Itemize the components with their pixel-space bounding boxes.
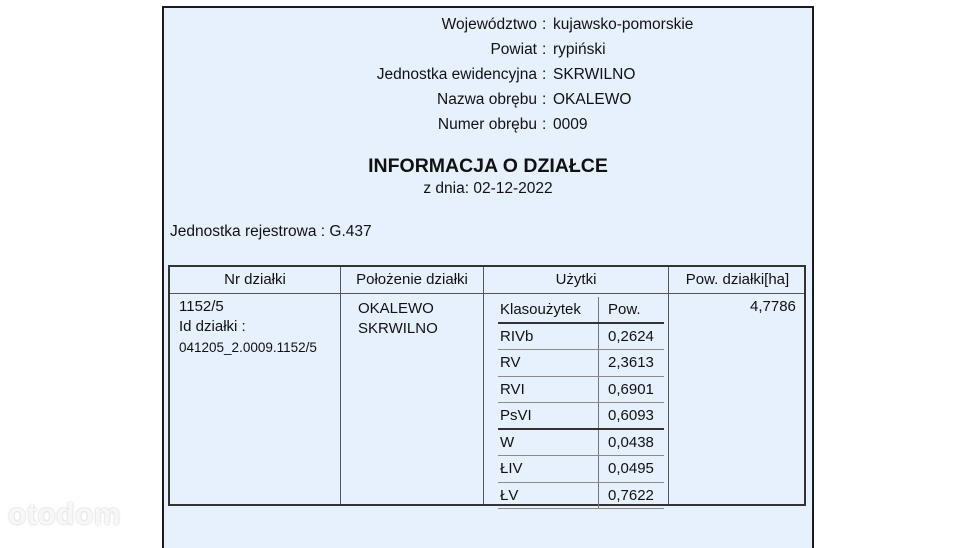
meta-row-nazwa-obrebu bbox=[164, 90, 812, 115]
header-uzytki: Użytki bbox=[555, 271, 597, 288]
meta-separator: : bbox=[542, 41, 547, 58]
meta-row-powiat bbox=[164, 40, 812, 65]
meta-separator: : bbox=[542, 116, 547, 133]
header-nr-dzialki: Nr działki bbox=[224, 271, 286, 288]
header-divider bbox=[170, 293, 804, 294]
meta-label: Jednostka ewidencyjna bbox=[376, 66, 537, 83]
meta-label: Numer obrębu bbox=[437, 116, 537, 133]
parcel-information-document bbox=[162, 6, 814, 548]
land-use-row bbox=[490, 456, 664, 483]
column-divider bbox=[668, 267, 669, 504]
land-class: RV bbox=[500, 354, 521, 371]
meta-label: Nazwa obrębu bbox=[437, 91, 537, 108]
land-use-row bbox=[490, 377, 664, 404]
land-class: PsVI bbox=[500, 407, 532, 424]
meta-separator: : bbox=[542, 66, 547, 83]
registration-unit: Jednostka rejestrowa : G.437 bbox=[170, 223, 372, 240]
land-area: 0,0438 bbox=[608, 433, 654, 451]
land-class: RVI bbox=[500, 380, 525, 398]
meta-value: rypiński bbox=[553, 41, 606, 58]
land-area: 2,3613 bbox=[608, 354, 654, 371]
parcel-number: 1152/5 bbox=[179, 298, 224, 315]
land-use-table bbox=[490, 297, 664, 509]
location-gmina: SKRWILNO bbox=[358, 320, 438, 337]
meta-value: OKALEWO bbox=[553, 91, 632, 108]
land-class: RIVb bbox=[500, 327, 534, 345]
meta-separator: : bbox=[542, 16, 547, 33]
parcel-table bbox=[168, 265, 806, 506]
land-class: ŁIV bbox=[500, 460, 523, 477]
meta-row-jednostka-ewidencyjna bbox=[164, 65, 812, 90]
document-title: INFORMACJA O DZIAŁCE bbox=[368, 155, 608, 177]
location-obreb: OKALEWO bbox=[358, 300, 434, 317]
land-use-row bbox=[490, 350, 664, 377]
document-date: z dnia: 02-12-2022 bbox=[423, 180, 553, 197]
land-use-row bbox=[490, 483, 664, 510]
land-use-header bbox=[490, 297, 664, 324]
column-divider bbox=[340, 267, 341, 504]
parcel-id-value: 041205_2.0009.1152/5 bbox=[179, 340, 317, 355]
land-area: 0,7622 bbox=[608, 486, 654, 504]
land-area: 0,6093 bbox=[608, 407, 654, 424]
land-area: 0,6901 bbox=[608, 380, 654, 398]
meta-value: kujawsko-pomorskie bbox=[553, 16, 694, 33]
location-metadata bbox=[164, 15, 812, 140]
meta-row-numer-obrebu bbox=[164, 115, 812, 140]
otodom-watermark: otodom bbox=[8, 498, 121, 531]
land-area-header: Pow. bbox=[608, 301, 641, 318]
meta-value: 0009 bbox=[553, 116, 588, 133]
land-class-header: Klasoużytek bbox=[500, 301, 581, 318]
land-class: ŁV bbox=[500, 486, 519, 504]
meta-label: Powiat bbox=[490, 41, 537, 58]
parcel-id-label: Id działki : bbox=[179, 318, 246, 335]
meta-separator: : bbox=[542, 91, 547, 108]
land-area: 0,0495 bbox=[608, 460, 654, 477]
land-area: 0,2624 bbox=[608, 327, 654, 345]
land-class: W bbox=[500, 433, 515, 451]
row-divider bbox=[498, 508, 664, 509]
land-use-row bbox=[490, 324, 664, 351]
meta-label: Województwo bbox=[441, 16, 537, 33]
meta-value: SKRWILNO bbox=[553, 66, 636, 83]
column-divider bbox=[483, 267, 484, 504]
land-use-row bbox=[490, 403, 664, 430]
header-polozenie: Położenie działki bbox=[356, 271, 468, 288]
parcel-area: 4,7786 bbox=[750, 298, 796, 315]
header-pow-dzialki: Pow. działki[ha] bbox=[685, 271, 790, 288]
meta-row-wojewodztwo bbox=[164, 15, 812, 40]
land-use-row bbox=[490, 430, 664, 457]
